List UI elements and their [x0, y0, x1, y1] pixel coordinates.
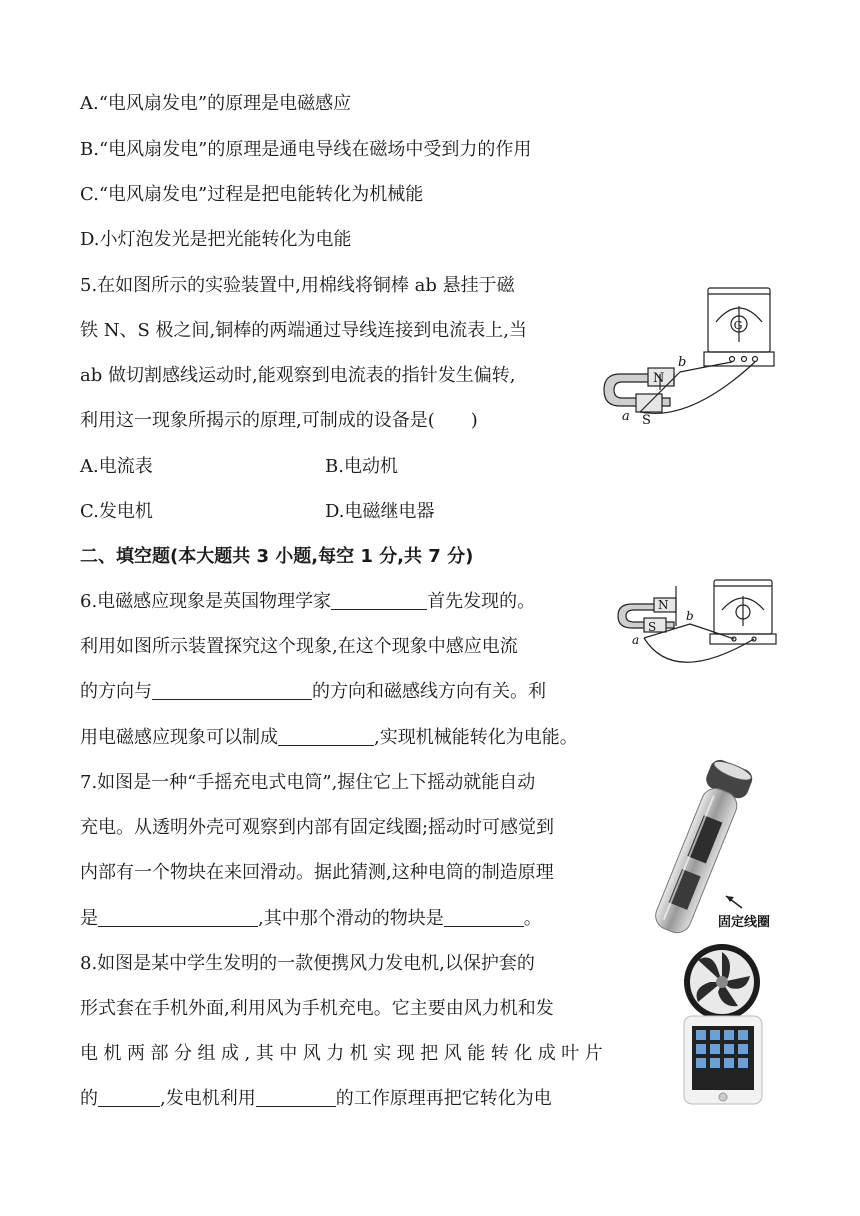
- q5-line-4: 利用这一现象所揭示的原理,可制成的设备是( ): [80, 410, 478, 431]
- q5-figure-label-n: N: [653, 371, 665, 386]
- q6-line-4: [80, 726, 578, 750]
- q5-figure-label-s: S: [642, 413, 651, 428]
- q6-text: 首先发现的。: [427, 591, 536, 612]
- q5-apparatus-figure: [600, 282, 790, 430]
- q6-text: ,实现机械能转化为电能。: [374, 727, 578, 748]
- q5-figure-label-g: G: [733, 319, 743, 332]
- q7-figure-caption: 固定线圈: [718, 915, 771, 930]
- q6-line-2: 利用如图所示装置探究这个现象,在这个现象中感应电流: [80, 636, 518, 657]
- q6-figure-label-n: N: [658, 598, 669, 612]
- q8-line-1: 8.如图是某中学生发明的一款便携风力发电机,以保护套的: [80, 953, 535, 974]
- q5-option-b: B.电动机: [325, 456, 398, 477]
- q8-wind-generator-figure: [676, 942, 770, 1108]
- q6-blank-3[interactable]: [278, 727, 374, 746]
- q5-figure-label-a: a: [622, 409, 630, 424]
- q5-option-a: A.电流表: [80, 456, 153, 477]
- section-2-heading: 二、填空题(本大题共 3 小题,每空 1 分,共 7 分): [80, 546, 474, 567]
- q5-line-1: 5.在如图所示的实验装置中,用棉线将铜棒 ab 悬挂于磁: [80, 275, 515, 296]
- q6-text: 用电磁感应现象可以制成: [80, 727, 278, 748]
- q6-figure-label-b: b: [686, 609, 694, 623]
- q6-blank-2[interactable]: [152, 681, 312, 700]
- q8-line-3: 电机两部分组成,其中风力机实现把风能转化成叶片: [80, 1043, 609, 1064]
- q4-option-d: D.小灯泡发光是把光能转化为电能: [80, 229, 352, 250]
- q7-flashlight-figure: [630, 756, 790, 942]
- q4-option-b: B.“电风扇发电”的原理是通电导线在磁场中受到力的作用: [80, 139, 532, 160]
- q5-option-c: C.发电机: [80, 501, 153, 522]
- q6-line-1: [80, 590, 535, 614]
- q6-text: 6.电磁感应现象是英国物理学家: [80, 591, 332, 612]
- q6-apparatus-figure: [614, 576, 784, 684]
- q5-line-2: 铁 N、S 极之间,铜棒的两端通过导线连接到电流表上,当: [80, 320, 527, 341]
- q4-option-c: C.“电风扇发电”过程是把电能转化为机械能: [80, 184, 424, 205]
- q8-blank-1[interactable]: [98, 1088, 160, 1107]
- q7-text: 是: [80, 908, 98, 929]
- q5-figure-label-b: b: [678, 355, 687, 370]
- q6-line-3: [80, 680, 546, 704]
- q7-line-2: 充电。从透明外壳可观察到内部有固定线圈;摇动时可感觉到: [80, 817, 555, 838]
- q7-blank-2[interactable]: [444, 908, 524, 927]
- q8-text: 的工作原理再把它转化为电: [335, 1088, 552, 1109]
- q7-line-4: [80, 907, 542, 931]
- q4-option-a: A.“电风扇发电”的原理是电磁感应: [80, 93, 352, 114]
- q6-text: 的方向和磁感线方向有关。利: [312, 681, 546, 702]
- q7-text: 。: [523, 908, 542, 929]
- q8-blank-2[interactable]: [256, 1088, 336, 1107]
- q8-text: 的: [80, 1088, 98, 1109]
- q7-blank-1[interactable]: [98, 908, 258, 927]
- q6-figure-label-s: S: [648, 620, 657, 634]
- q7-line-1: 7.如图是一种“手摇充电式电筒”,握住它上下摇动就能自动: [80, 772, 536, 793]
- q6-text: 的方向与: [80, 681, 152, 702]
- q6-blank-1[interactable]: [331, 591, 427, 610]
- q6-figure-label-a: a: [632, 633, 640, 647]
- q5-option-d: D.电磁继电器: [325, 501, 435, 522]
- q7-line-3: 内部有一个物块在来回滑动。据此猜测,这种电筒的制造原理: [80, 862, 554, 883]
- q8-text: ,发电机利用: [160, 1088, 256, 1109]
- q8-line-2: 形式套在手机外面,利用风为手机充电。它主要由风力机和发: [80, 998, 554, 1019]
- q7-text: ,其中那个滑动的物块是: [258, 908, 444, 929]
- q5-line-3: ab 做切割感线运动时,能观察到电流表的指针发生偏转,: [80, 365, 516, 386]
- q8-line-4: [80, 1087, 552, 1111]
